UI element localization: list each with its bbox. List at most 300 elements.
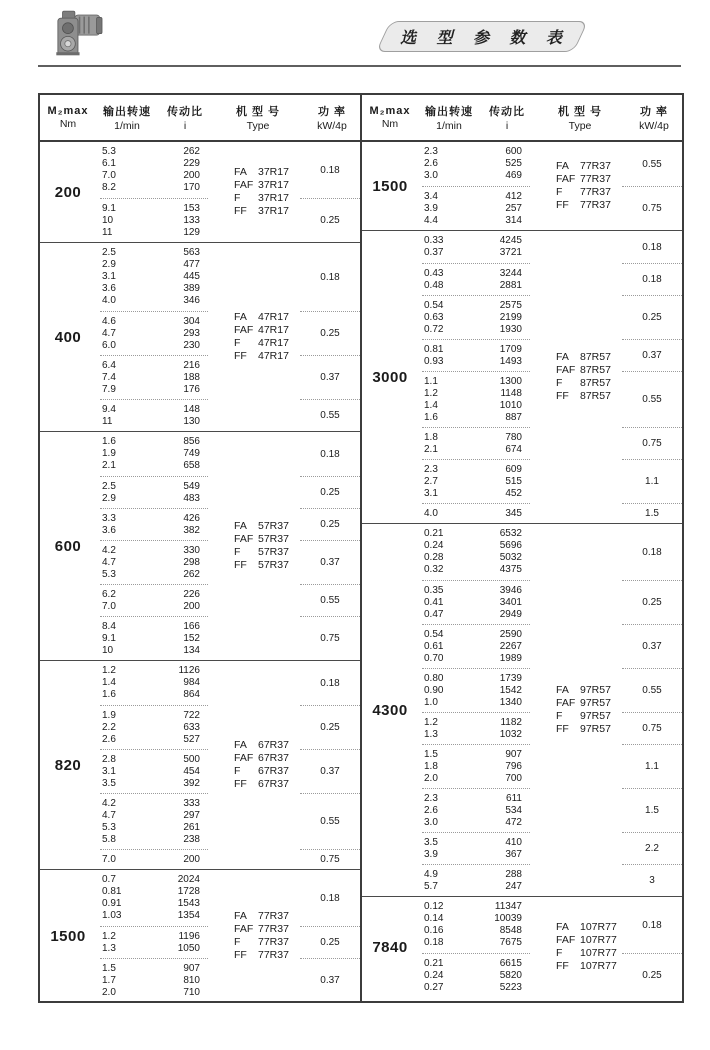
speed-ratio-block [100, 926, 208, 958]
type-prefix: FAF [234, 752, 254, 764]
output-speed-value: 2.5 [102, 480, 116, 492]
ratio-value: 10039 [494, 913, 522, 924]
header-m2max-unit: Nm [381, 118, 399, 130]
data-row [422, 817, 530, 829]
speed-ratio-block [422, 371, 530, 427]
power-value: 3 [622, 864, 682, 896]
power-value: 0.18 [320, 677, 340, 689]
type-prefix: F [234, 546, 241, 558]
speed-ratio-block [100, 540, 208, 584]
power-blocks [300, 432, 360, 660]
output-speed-value: 1.4 [102, 677, 116, 688]
data-row [422, 597, 530, 609]
header-m2max-zh: M₂max [47, 105, 89, 117]
data-row [100, 340, 208, 352]
data-row [100, 854, 208, 866]
data-row [422, 901, 530, 913]
ratio-value: 749 [183, 448, 200, 459]
data-row [100, 158, 208, 170]
ratio-value: 333 [183, 797, 200, 809]
ratio-value: 130 [183, 415, 200, 427]
output-speed-value: 2.0 [102, 986, 116, 998]
header-m2max [362, 95, 418, 140]
type-line [234, 765, 300, 778]
power-value: 1.5 [622, 788, 682, 832]
header-power-unit: kW/4p [317, 120, 347, 132]
output-speed-value: 5.7 [424, 880, 438, 892]
type-line [556, 186, 622, 199]
data-row [422, 215, 530, 227]
power-value: 0.25 [300, 508, 360, 540]
speed-ratio-block [100, 198, 208, 242]
type-model: 47R17 [258, 350, 289, 362]
speed-ratio-block [422, 459, 530, 503]
output-speed-value: 0.37 [424, 247, 444, 258]
type-model: 97R57 [580, 723, 611, 735]
type-prefix: FA [556, 160, 569, 172]
type-prefix: FF [234, 778, 247, 790]
type-model: 97R57 [580, 684, 611, 696]
ratio-value: 293 [183, 327, 200, 339]
speed-ratio-blocks [96, 142, 208, 242]
ratio-value: 2590 [499, 628, 522, 640]
ratio-value: 170 [183, 182, 200, 193]
data-row [100, 384, 208, 396]
header-m2max [40, 95, 96, 140]
header-power [626, 95, 682, 140]
ratio-value: 527 [183, 733, 200, 745]
type-prefix: F [234, 337, 241, 349]
type-model: 77R37 [580, 186, 611, 198]
ratio-value: 1126 [178, 665, 200, 676]
data-row [100, 203, 208, 215]
type-line [234, 166, 300, 179]
ratio-value: 134 [183, 644, 200, 656]
data-row [422, 982, 530, 994]
output-speed-value: 11 [102, 415, 113, 427]
type-model: 97R57 [580, 710, 611, 722]
data-row [422, 552, 530, 564]
data-row [422, 300, 530, 312]
header-type-zh: 机 型 号 [235, 106, 281, 118]
power-value: 0.37 [300, 355, 360, 399]
header-power-zh: 功 率 [639, 106, 669, 118]
power-value: 0.75 [622, 712, 682, 744]
ratio-value: 563 [183, 247, 200, 258]
output-speed-value: 1.5 [424, 748, 438, 760]
power-value: 0.55 [642, 158, 662, 170]
type-list [208, 142, 300, 242]
data-row [422, 356, 530, 368]
ratio-value: 5696 [499, 540, 522, 551]
ratio-value: 1196 [178, 930, 200, 942]
output-speed-value: 3.5 [424, 836, 438, 848]
data-row [100, 513, 208, 525]
header-type [212, 95, 304, 140]
power-value: 0.18 [642, 919, 662, 931]
data-row [422, 476, 530, 488]
type-prefix: FAF [556, 934, 576, 946]
output-speed-value: 10 [102, 214, 114, 226]
data-row [100, 910, 208, 922]
output-speed-value: 4.6 [102, 315, 116, 327]
ratio-value: 1543 [177, 898, 200, 909]
data-row [422, 528, 530, 540]
data-row [100, 898, 208, 910]
ratio-value: 5032 [499, 552, 522, 563]
data-row [422, 268, 530, 280]
output-speed-value: 1.6 [102, 689, 116, 700]
type-prefix: FF [556, 390, 569, 402]
ratio-value: 1728 [177, 886, 200, 897]
header-type [534, 95, 626, 140]
data-row [422, 970, 530, 982]
data-row [100, 987, 208, 999]
ratio-value: 472 [505, 816, 522, 828]
m2max-value: 7840 [372, 938, 408, 956]
output-speed-value: 2.7 [424, 475, 438, 487]
power-value: 0.75 [622, 427, 682, 459]
table-header-left [40, 95, 360, 142]
data-row [100, 283, 208, 295]
output-speed-value: 0.48 [424, 279, 444, 291]
data-row [422, 849, 530, 861]
power-value: 0.25 [622, 580, 682, 624]
header-ratio-unit: i [505, 120, 509, 132]
ratio-value: 152 [183, 632, 200, 644]
speed-ratio-block [100, 661, 208, 705]
output-speed-value: 1.7 [102, 974, 116, 986]
type-list [530, 231, 622, 523]
output-speed-value: 0.41 [424, 596, 444, 608]
type-line [234, 179, 300, 192]
power-value: 0.25 [300, 926, 360, 958]
speed-ratio-block [422, 712, 530, 744]
data-row [100, 569, 208, 581]
power-value: 0.37 [300, 749, 360, 793]
output-speed-value: 2.2 [102, 721, 116, 733]
ratio-value: 2949 [499, 608, 522, 620]
output-speed-value: 8.2 [102, 182, 116, 193]
data-row [100, 545, 208, 557]
output-speed-value: 2.1 [424, 443, 438, 455]
data-row [100, 931, 208, 943]
speed-ratio-block [100, 432, 208, 476]
data-row [422, 191, 530, 203]
output-speed-value: 4.2 [102, 544, 116, 556]
data-row [100, 247, 208, 259]
speed-ratio-block [100, 870, 208, 926]
data-row [100, 328, 208, 340]
power-value: 0.55 [622, 668, 682, 712]
data-row [422, 464, 530, 476]
speed-ratio-block [100, 705, 208, 749]
power-value: 0.75 [300, 616, 360, 660]
type-prefix: FAF [556, 364, 576, 376]
output-speed-value: 5.8 [102, 833, 116, 845]
speed-ratio-block [422, 142, 530, 186]
data-row [422, 773, 530, 785]
type-prefix: FA [234, 739, 247, 751]
ratio-value: 722 [183, 709, 200, 721]
data-row [100, 589, 208, 601]
data-row [100, 834, 208, 846]
header-power-unit: kW/4p [639, 120, 669, 132]
speed-ratio-blocks [418, 524, 530, 896]
type-prefix: FAF [234, 179, 254, 191]
output-speed-value: 0.54 [424, 299, 444, 311]
data-row [100, 665, 208, 677]
ratio-value: 454 [183, 765, 200, 777]
type-prefix: F [556, 710, 563, 722]
type-prefix: FA [556, 921, 569, 933]
type-model: 37R17 [258, 192, 289, 204]
data-row [422, 444, 530, 456]
ratio-value: 2199 [499, 311, 522, 323]
output-speed-value: 0.27 [424, 981, 444, 993]
ratio-value: 534 [505, 804, 522, 816]
power-value: 0.55 [300, 793, 360, 849]
output-speed-value: 1.0 [424, 696, 438, 708]
ratio-value: 148 [183, 403, 200, 415]
output-speed-value: 0.24 [424, 969, 444, 981]
data-row [100, 460, 208, 472]
type-prefix: FA [234, 910, 247, 922]
ratio-value: 382 [183, 524, 200, 536]
data-row [100, 227, 208, 239]
type-line [234, 192, 300, 205]
power-value: 0.37 [300, 540, 360, 584]
type-line [556, 697, 622, 710]
data-row [100, 215, 208, 227]
data-row [100, 493, 208, 505]
power-value: 0.18 [622, 263, 682, 295]
speed-ratio-block [100, 142, 208, 198]
type-prefix: FF [234, 559, 247, 571]
data-row [100, 645, 208, 657]
ratio-value: 3946 [499, 584, 522, 596]
ratio-value: 314 [505, 214, 522, 226]
ratio-value: 1340 [499, 696, 522, 708]
power-value: 0.55 [300, 584, 360, 616]
header-output-speed-unit: 1/min [436, 120, 462, 132]
title-banner [383, 21, 581, 52]
data-row [422, 235, 530, 247]
output-speed-value: 4.7 [102, 809, 116, 821]
output-speed-value: 3.1 [424, 487, 438, 499]
data-row [422, 247, 530, 259]
data-row [422, 729, 530, 741]
type-model: 47R17 [258, 311, 289, 323]
output-speed-value: 1.8 [424, 760, 438, 772]
ratio-value: 392 [183, 777, 200, 789]
type-line [234, 923, 300, 936]
speed-ratio-block [422, 897, 530, 953]
ratio-value: 710 [183, 986, 200, 998]
type-line [234, 205, 300, 218]
output-speed-value: 9.1 [102, 632, 116, 644]
type-line [234, 533, 300, 546]
ratio-value: 5223 [499, 981, 522, 993]
data-row [422, 203, 530, 215]
output-speed-value: 4.9 [424, 868, 438, 880]
ratio-value: 230 [183, 339, 200, 351]
power-value: 0.18 [320, 164, 340, 176]
speed-ratio-block [422, 788, 530, 832]
data-row [422, 280, 530, 292]
power-value: 0.37 [300, 958, 360, 1001]
output-speed-value: 8.4 [102, 620, 116, 632]
data-row [422, 432, 530, 444]
ratio-value: 611 [506, 792, 522, 804]
output-speed-value: 7.4 [102, 371, 116, 383]
ratio-value: 4375 [499, 564, 522, 575]
data-row [100, 621, 208, 633]
header-type-zh: 机 型 号 [557, 106, 603, 118]
data-row [422, 793, 530, 805]
data-row [100, 798, 208, 810]
data-row [422, 564, 530, 576]
power-value: 1.1 [622, 744, 682, 788]
output-speed-value: 0.91 [102, 898, 122, 909]
type-line [234, 350, 300, 363]
power-value: 0.25 [622, 953, 682, 997]
output-speed-value: 7.0 [102, 853, 116, 865]
power-value: 0.37 [622, 624, 682, 668]
output-speed-value: 0.24 [424, 540, 444, 551]
header-output-speed [418, 95, 480, 140]
type-line [234, 559, 300, 572]
speed-ratio-block [422, 295, 530, 339]
speed-ratio-block [422, 668, 530, 712]
speed-ratio-blocks [96, 661, 208, 869]
power-blocks [300, 661, 360, 869]
data-row [422, 925, 530, 937]
ratio-value: 609 [505, 463, 522, 475]
data-row [100, 963, 208, 975]
type-model: 87R57 [580, 377, 611, 389]
output-speed-value: 4.0 [424, 507, 438, 519]
type-prefix: FF [556, 960, 569, 972]
type-line [556, 684, 622, 697]
data-row [422, 937, 530, 949]
ratio-value: 810 [183, 974, 200, 986]
power-value: 1.5 [622, 503, 682, 523]
data-row [100, 874, 208, 886]
output-speed-value: 6.2 [102, 588, 116, 600]
type-prefix: FF [234, 350, 247, 362]
type-prefix: F [556, 947, 563, 959]
ratio-value: 8548 [499, 925, 522, 936]
power-value: 1.1 [622, 459, 682, 503]
output-speed-value: 5.3 [102, 146, 116, 157]
ratio-value: 856 [183, 436, 200, 447]
output-speed-value: 1.6 [424, 411, 438, 423]
type-line [556, 960, 622, 973]
data-row [422, 146, 530, 158]
m2max-value: 820 [54, 756, 82, 774]
output-speed-value: 0.61 [424, 640, 444, 652]
data-row [100, 633, 208, 645]
power-value: 0.25 [300, 311, 360, 355]
data-row [100, 360, 208, 372]
ratio-value: 1739 [499, 672, 522, 684]
header-m2max-zh: M₂max [369, 105, 411, 117]
ratio-value: 864 [183, 689, 200, 700]
output-speed-value: 7.0 [102, 600, 116, 612]
speed-ratio-block [422, 580, 530, 624]
output-speed-value: 4.2 [102, 797, 116, 809]
output-speed-value: 11 [102, 226, 113, 238]
header-power [304, 95, 360, 140]
data-row [100, 689, 208, 701]
output-speed-value: 0.43 [424, 267, 444, 279]
data-row [100, 525, 208, 537]
ratio-value: 389 [183, 283, 200, 294]
ratio-value: 367 [505, 848, 522, 860]
type-prefix: F [234, 765, 241, 777]
m2max-value: 1500 [50, 927, 86, 945]
output-speed-value: 2.8 [102, 753, 116, 765]
speed-ratio-block [422, 624, 530, 668]
output-speed-value: 0.21 [424, 957, 444, 969]
ratio-value: 1050 [177, 942, 200, 954]
speed-ratio-blocks [418, 142, 530, 230]
output-speed-value: 2.1 [102, 460, 116, 471]
data-row [422, 749, 530, 761]
speed-ratio-blocks [418, 897, 530, 997]
m2max-group [362, 896, 682, 997]
output-speed-value: 2.3 [424, 463, 438, 475]
data-row [422, 837, 530, 849]
page-title: 选 型 参 数 表 [400, 30, 570, 47]
ratio-value: 1354 [177, 910, 200, 921]
type-model: 107R77 [580, 921, 617, 933]
type-prefix: F [556, 377, 563, 389]
speed-ratio-block [422, 263, 530, 295]
m2max-group [40, 660, 360, 869]
ratio-value: 226 [183, 588, 200, 600]
output-speed-value: 2.6 [424, 158, 438, 169]
power-blocks [622, 231, 682, 523]
gear-motor-photo-icon [47, 4, 109, 64]
type-line [556, 723, 622, 736]
output-speed-value: 4.7 [102, 556, 116, 568]
power-value: 0.55 [300, 399, 360, 431]
type-line [556, 173, 622, 186]
ratio-value: 297 [183, 809, 200, 821]
type-model: 107R77 [580, 960, 617, 972]
output-speed-value: 2.6 [102, 733, 116, 745]
header-ratio-zh: 传动比 [489, 106, 525, 118]
output-speed-value: 3.4 [424, 190, 438, 202]
type-model: 77R37 [580, 199, 611, 211]
output-speed-value: 1.6 [102, 436, 116, 447]
ratio-value: 166 [183, 620, 200, 632]
output-speed-value: 0.81 [424, 343, 444, 355]
type-line [234, 752, 300, 765]
ratio-value: 4245 [499, 235, 522, 246]
speed-ratio-block [100, 243, 208, 311]
ratio-value: 2575 [499, 299, 522, 311]
output-speed-value: 3.0 [424, 170, 438, 181]
speed-ratio-block [422, 864, 530, 896]
header-output-speed [96, 95, 158, 140]
speed-ratio-block [100, 355, 208, 399]
type-line [556, 351, 622, 364]
output-speed-value: 6.4 [102, 359, 116, 371]
type-list [530, 524, 622, 896]
